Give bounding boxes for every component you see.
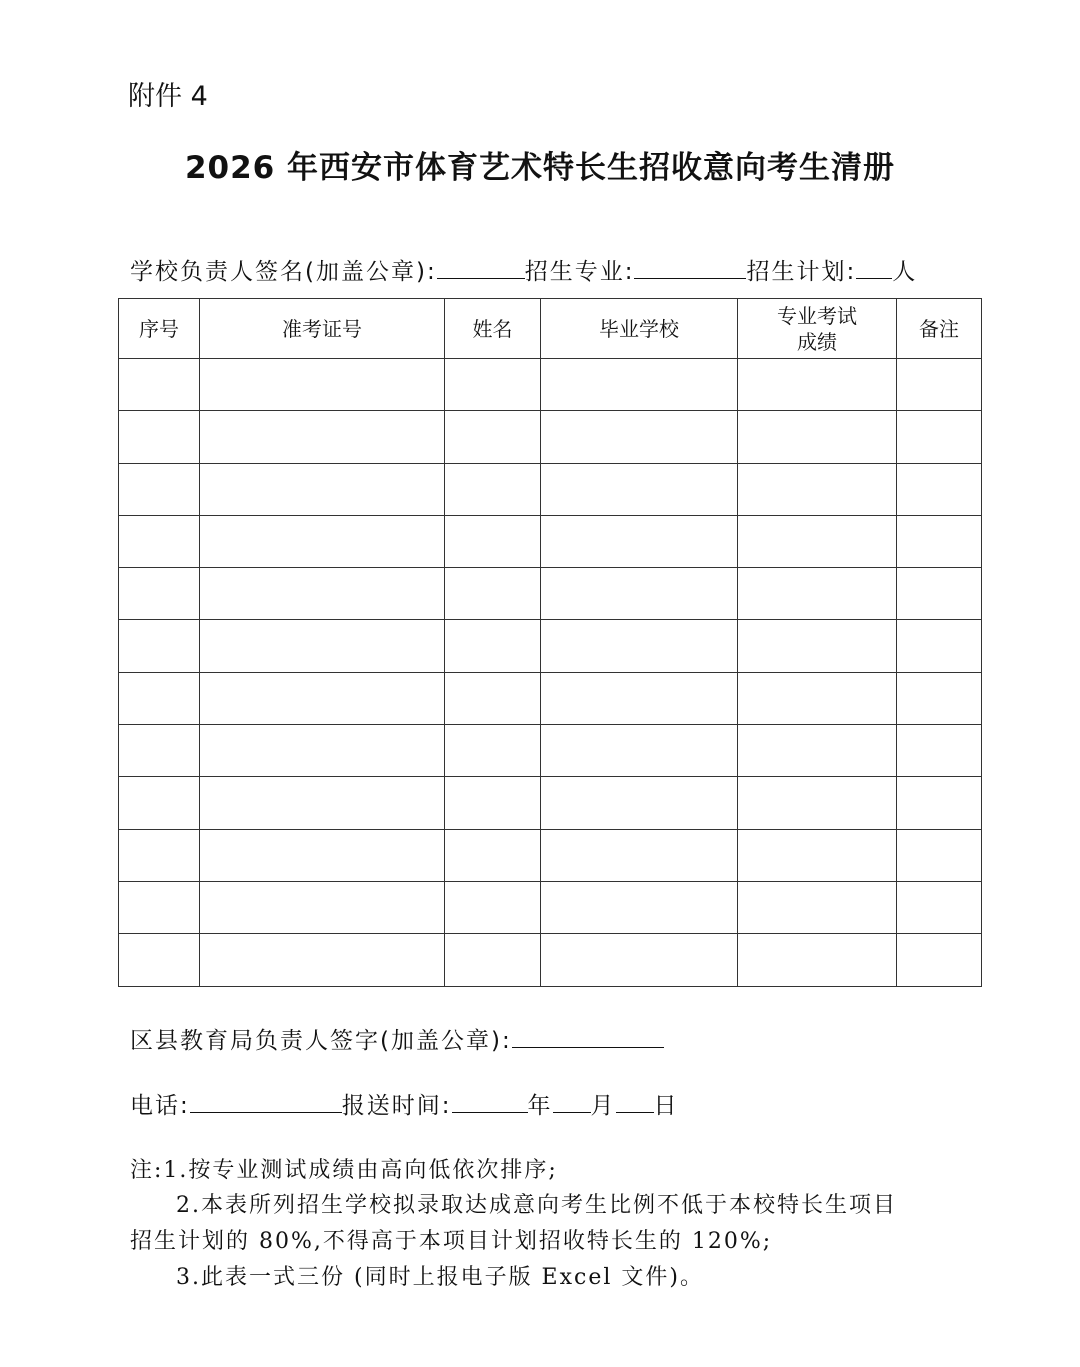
cell-score[interactable] (738, 881, 897, 933)
cell-score[interactable] (738, 725, 897, 777)
cell-index[interactable] (119, 515, 200, 567)
cell-name[interactable] (445, 515, 541, 567)
note-item-1: 1.按专业测试成绩由高向低依次排序; (163, 1158, 558, 1183)
cell-exam-number[interactable] (200, 411, 445, 463)
cell-score[interactable] (738, 359, 897, 411)
table-row (119, 725, 982, 777)
cell-exam-number[interactable] (200, 777, 445, 829)
phone-time-line (130, 1087, 679, 1120)
cell-score[interactable] (738, 411, 897, 463)
page-title: 2026 年西安市体育艺术特长生招收意向考生清册 (184, 150, 896, 186)
cell-remark[interactable] (897, 620, 982, 672)
cell-name[interactable] (445, 881, 541, 933)
cell-index[interactable] (119, 620, 200, 672)
cell-index[interactable] (119, 881, 200, 933)
cell-index[interactable] (119, 463, 200, 515)
submit-time-label: 报送时间: (341, 1093, 452, 1119)
cell-exam-number[interactable] (200, 568, 445, 620)
cell-name[interactable] (445, 359, 541, 411)
cell-exam-number[interactable] (200, 672, 445, 724)
plan-blank[interactable] (856, 256, 892, 279)
cell-score[interactable] (738, 934, 897, 986)
table-row (119, 411, 982, 463)
note-line-2: 2.本表所列招生学校拟录取达成意向考生比例不低于本校特长生项目 (176, 1193, 897, 1218)
month-label: 月 (590, 1093, 616, 1119)
cell-remark[interactable] (897, 934, 982, 986)
col-header-score-line2: 成绩 (797, 329, 837, 354)
table-row (119, 620, 982, 672)
cell-index[interactable] (119, 777, 200, 829)
cell-exam-number[interactable] (200, 725, 445, 777)
cell-school[interactable] (541, 515, 738, 567)
cell-exam-number[interactable] (200, 829, 445, 881)
cell-score[interactable] (738, 463, 897, 515)
day-label: 日 (653, 1093, 679, 1119)
cell-school[interactable] (541, 568, 738, 620)
col-header-exam-number: 准考证号 (200, 299, 445, 359)
cell-name[interactable] (445, 672, 541, 724)
cell-remark[interactable] (897, 672, 982, 724)
table-header-row (119, 299, 982, 359)
col-header-score (738, 299, 897, 359)
cell-remark[interactable] (897, 881, 982, 933)
table-row (119, 829, 982, 881)
cell-score[interactable] (738, 777, 897, 829)
cell-remark[interactable] (897, 359, 982, 411)
cell-remark[interactable] (897, 725, 982, 777)
major-label: 招生专业: (524, 259, 635, 285)
cell-name[interactable] (445, 463, 541, 515)
attachment-label: 附件 4 (128, 81, 208, 112)
col-header-index: 序号 (119, 299, 200, 359)
cell-remark[interactable] (897, 463, 982, 515)
cell-exam-number[interactable] (200, 463, 445, 515)
cell-school[interactable] (541, 725, 738, 777)
cell-name[interactable] (445, 568, 541, 620)
table-row (119, 672, 982, 724)
cell-school[interactable] (541, 934, 738, 986)
col-header-score-line1: 专业考试 (777, 303, 857, 328)
cell-score[interactable] (738, 672, 897, 724)
cell-index[interactable] (119, 829, 200, 881)
year-label: 年 (527, 1093, 553, 1119)
cell-score[interactable] (738, 568, 897, 620)
cell-name[interactable] (445, 777, 541, 829)
cell-school[interactable] (541, 672, 738, 724)
cell-index[interactable] (119, 359, 200, 411)
cell-index[interactable] (119, 411, 200, 463)
cell-exam-number[interactable] (200, 359, 445, 411)
cell-score[interactable] (738, 515, 897, 567)
cell-school[interactable] (541, 359, 738, 411)
note-line-4: 3.此表一式三份 (同时上报电子版 Excel 文件)。 (176, 1265, 704, 1290)
col-header-remark: 备注 (897, 299, 982, 359)
signature-line (130, 253, 917, 286)
cell-exam-number[interactable] (200, 881, 445, 933)
phone-blank[interactable] (190, 1090, 342, 1113)
cell-school[interactable] (541, 777, 738, 829)
cell-school[interactable] (541, 463, 738, 515)
table-row (119, 515, 982, 567)
col-header-school: 毕业学校 (541, 299, 738, 359)
cell-exam-number[interactable] (200, 515, 445, 567)
cell-name[interactable] (445, 620, 541, 672)
table-row (119, 934, 982, 986)
col-header-name: 姓名 (445, 299, 541, 359)
cell-school[interactable] (541, 881, 738, 933)
cell-index[interactable] (119, 672, 200, 724)
cell-score[interactable] (738, 620, 897, 672)
district-sign-blank[interactable] (512, 1025, 664, 1048)
cell-name[interactable] (445, 934, 541, 986)
cell-school[interactable] (541, 829, 738, 881)
district-sign-label: 区县教育局负责人签字(加盖公章): (130, 1028, 512, 1054)
cell-school[interactable] (541, 620, 738, 672)
note-line-3: 招生计划的 80%,不得高于本项目计划招收特长生的 120%; (130, 1229, 773, 1254)
table-row (119, 568, 982, 620)
year-blank[interactable] (452, 1090, 528, 1113)
cell-index[interactable] (119, 568, 200, 620)
table-row (119, 777, 982, 829)
table-body (119, 359, 982, 987)
cell-name[interactable] (445, 725, 541, 777)
note-prefix: 注: (130, 1158, 164, 1183)
cell-remark[interactable] (897, 515, 982, 567)
plan-label: 招生计划: (746, 259, 857, 285)
cell-remark[interactable] (897, 829, 982, 881)
cell-remark[interactable] (897, 568, 982, 620)
candidate-table (118, 298, 982, 987)
cell-name[interactable] (445, 411, 541, 463)
major-blank[interactable] (634, 256, 746, 279)
cell-remark[interactable] (897, 411, 982, 463)
month-blank[interactable] (553, 1090, 591, 1113)
cell-school[interactable] (541, 411, 738, 463)
table-row (119, 463, 982, 515)
cell-score[interactable] (738, 829, 897, 881)
school-sign-label: 学校负责人签名(加盖公章): (130, 259, 437, 285)
phone-label: 电话: (130, 1093, 190, 1119)
note-line-1 (130, 1153, 558, 1184)
school-sign-blank[interactable] (437, 256, 525, 279)
cell-index[interactable] (119, 934, 200, 986)
cell-exam-number[interactable] (200, 934, 445, 986)
table-row (119, 881, 982, 933)
cell-name[interactable] (445, 829, 541, 881)
table-row (119, 359, 982, 411)
cell-exam-number[interactable] (200, 620, 445, 672)
cell-remark[interactable] (897, 777, 982, 829)
cell-index[interactable] (119, 725, 200, 777)
plan-unit: 人 (892, 259, 918, 285)
district-sign-line (130, 1022, 664, 1055)
day-blank[interactable] (616, 1090, 654, 1113)
